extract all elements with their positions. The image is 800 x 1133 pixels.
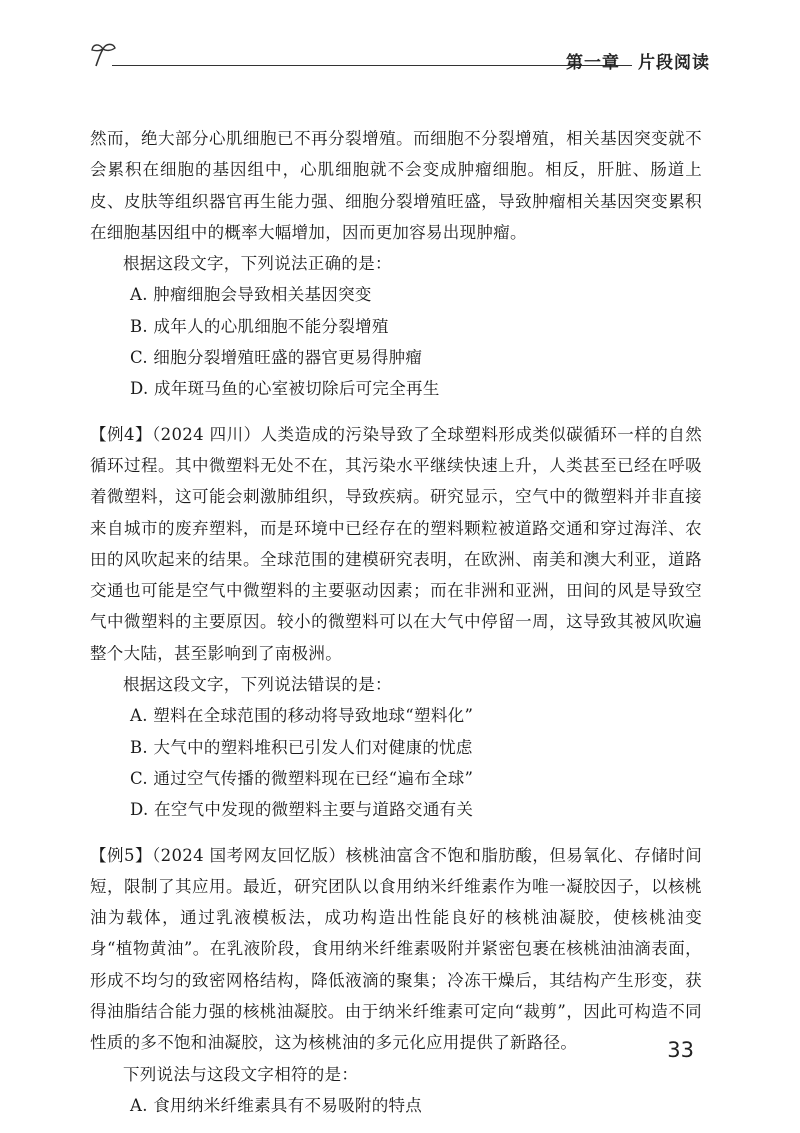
- page-body: [90, 123, 702, 1121]
- passage-paragraph: 然而，绝大部分心肌细胞已不再分裂增殖。而细胞不分裂增殖，相关基因突变就不会累积在细胞的基因组中，心肌细胞就不会变成肿瘤细胞。相反，肝脏、肠道上皮、皮肤等组织器官再生能力强、细胞分裂增殖旺盛，导致肿瘤相关基因突变累积在细胞基因组中的概率大幅增加，因而更加容易出现肿瘤。: [90, 129, 702, 242]
- running-header: [90, 38, 710, 78]
- option-a: A. 肿瘤细胞会导致相关基因突变: [130, 285, 372, 305]
- header-rule: [112, 65, 632, 66]
- option-a: A. 食用纳米纤维素具有不易吸附的特点: [130, 1095, 423, 1115]
- page-number: 33: [667, 1038, 694, 1062]
- chapter-title: 第一章 片段阅读: [566, 53, 710, 73]
- question-prompt: 根据这段文字，下列说法正确的是：: [123, 254, 392, 274]
- example-4-paragraph: 【例4】（2024 四川）人类造成的污染导致了全球塑料形成类似碳循环一样的自然循环过程。其中微塑料无处不在，其污染水平继续快速上升，人类甚至已经在呼吸着微塑料，这可能会刺激肺组织，导致疾病。研究显示，空气中的微塑料并非直接来自城市的废弃塑料，而是环境中已经存在的塑料颗粒被道路交通和穿过海洋、农田的风吹起来的结果。全球范围的建模研究表明，在欧洲、南美和澳大利亚，道路交通也可能是空气中微塑料的主要驱动因素；而在非洲和亚洲，田间的风是导致空气中微塑料的主要原因。较小的微塑料可以在大气中停留一周，这导致其被风吹遍整个大陆，甚至影响到了南极洲。: [90, 424, 702, 663]
- option-c: C. 通过空气传播的微塑料现在已经“遍布全球”: [130, 768, 474, 788]
- option-d: D. 在空气中发现的微塑料主要与道路交通有关: [130, 800, 474, 820]
- question-prompt: 根据这段文字，下列说法错误的是：: [123, 675, 392, 695]
- option-d: D. 成年斑马鱼的心室被切除后可完全再生: [130, 379, 440, 399]
- option-b: B. 大气中的塑料堆积已引发人们对健康的忧虑: [130, 737, 473, 757]
- example-5-paragraph: 【例5】（2024 国考网友回忆版）核桃油富含不饱和脂肪酸，但易氧化、存储时间短，限制了其应用。最近，研究团队以食用纳米纤维素作为唯一凝胶因子，以核桃油为载体，通过乳液模板法，成功构造出性能良好的核桃油凝胶，使核桃油变身“植物黄油”。在乳液阶段，食用纳米纤维素吸附并紧密包裹在核桃油油滴表面，形成不均匀的致密网格结构，降低液滴的聚集；冷冻干燥后，其结构产生形变，获得油脂结合能力强的核桃油凝胶。由于纳米纤维素可定向“裁剪”，因此可构造不同性质的多不饱和油凝胶，这为核桃油的多元化应用提供了新路径。: [90, 845, 702, 1053]
- option-a: A. 塑料在全球范围的移动将导致地球“塑料化”: [130, 706, 474, 726]
- option-b: B. 成年人的心肌细胞不能分裂增殖: [130, 316, 389, 336]
- question-prompt: 下列说法与这段文字相符的是：: [123, 1064, 359, 1084]
- option-c: C. 细胞分裂增殖旺盛的器官更易得肿瘤: [130, 348, 423, 368]
